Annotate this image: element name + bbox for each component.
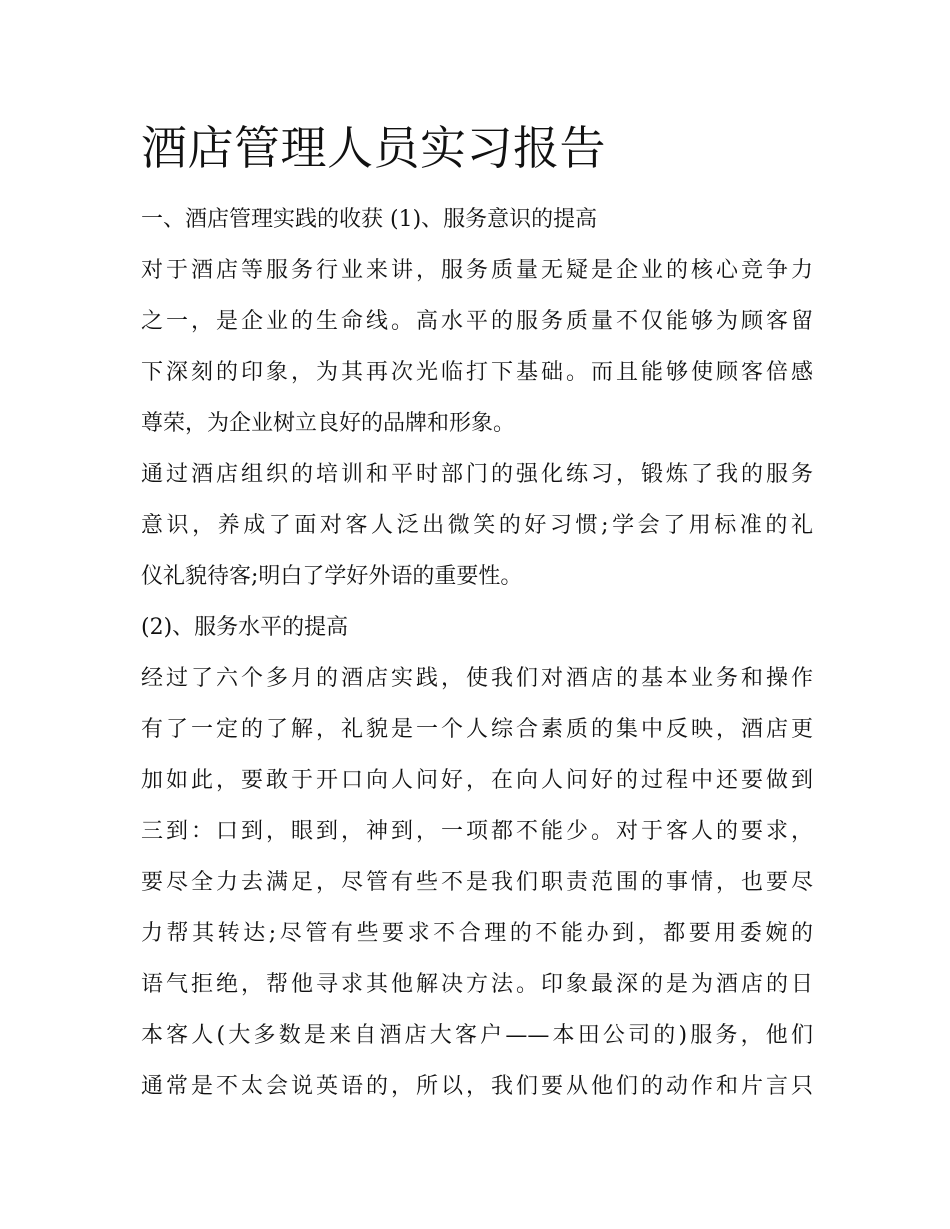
paragraph-line: 仪礼貌待客;明白了学好外语的重要性。 xyxy=(141,564,523,589)
paragraph-line: 尊荣，为企业树立良好的品牌和形象。 xyxy=(141,411,516,436)
paragraph-line: 加如此，要敢于开口向人问好，在向人问好的过程中还要做到 xyxy=(141,768,813,793)
paragraph-line: 力帮其转达;尽管有些要求不合理的不能办到，都要用委婉的 xyxy=(141,921,813,946)
paragraph-line: 三到：口到，眼到，神到，一项都不能少。对于客人的要求， xyxy=(141,819,813,844)
paragraph-line: 要尽全力去满足，尽管有些不是我们职责范围的事情，也要尽 xyxy=(141,870,813,895)
paragraph-line: 本客人(大多数是来自酒店大客户——本田公司的)服务，他们 xyxy=(141,1023,813,1048)
paragraph-line: 意识，养成了面对客人泛出微笑的好习惯;学会了用标准的礼 xyxy=(141,513,813,538)
paragraph-line: 语气拒绝，帮他寻求其他解决方法。印象最深的是为酒店的日 xyxy=(141,972,813,997)
paragraph-line: 通常是不太会说英语的，所以，我们要从他们的动作和片言只 xyxy=(141,1074,813,1099)
paragraph-line: 下深刻的印象，为其再次光临打下基础。而且能够使顾客倍感 xyxy=(141,360,813,385)
paragraph-line: 有了一定的了解，礼貌是一个人综合素质的集中反映，酒店更 xyxy=(141,717,813,742)
paragraph-line: 通过酒店组织的培训和平时部门的强化练习，锻炼了我的服务 xyxy=(141,462,813,487)
paragraph-training xyxy=(141,449,813,602)
paragraph-service-quality xyxy=(141,245,813,449)
document-body xyxy=(141,118,813,1112)
paragraph-practice xyxy=(141,653,813,1112)
paragraph-line: 之一，是企业的生命线。高水平的服务质量不仅能够为顾客留 xyxy=(141,309,813,334)
document-title: 酒店管理人员实习报告 xyxy=(141,121,606,175)
paragraph-line: 经过了六个多月的酒店实践，使我们对酒店的基本业务和操作 xyxy=(141,666,813,691)
section-heading-harvest: 一、酒店管理实践的收获 (1)、服务意识的提高 xyxy=(141,207,598,232)
section-heading-service-level: (2)、服务水平的提高 xyxy=(141,615,349,640)
paragraph-line: 对于酒店等服务行业来讲，服务质量无疑是企业的核心竞争力 xyxy=(141,258,813,283)
